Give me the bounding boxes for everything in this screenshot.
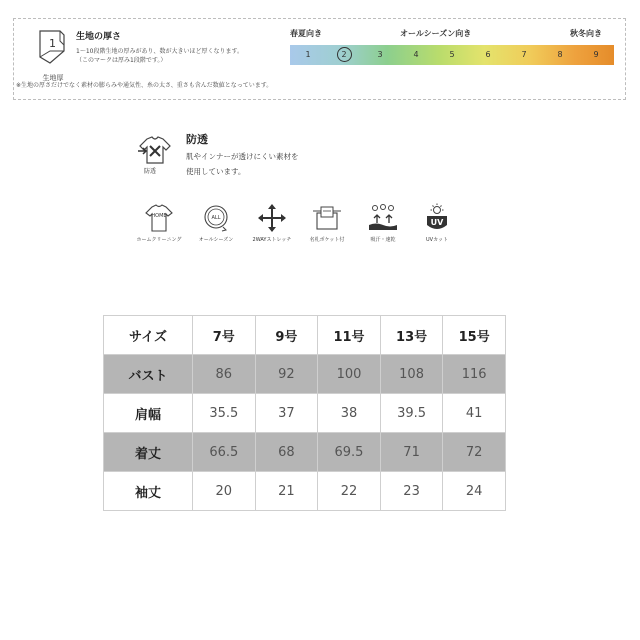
scale-step: 4: [413, 50, 419, 59]
size-table: [103, 315, 506, 511]
table-cell: 38: [318, 394, 381, 433]
anti-see-through-icon-label: 防透: [144, 168, 157, 175]
size-column-header: 15号: [443, 316, 506, 355]
table-cell: 66.5: [193, 433, 256, 472]
size-column-header: 9号: [255, 316, 318, 355]
table-row: [104, 355, 506, 394]
table-cell: 39.5: [380, 394, 443, 433]
feature-label: 名札ポケット付: [309, 237, 345, 243]
table-cell: 37: [255, 394, 318, 433]
svg-text:UV: UV: [430, 218, 444, 227]
table-cell: 23: [380, 472, 443, 511]
row-label: 肩幅: [104, 394, 193, 433]
thickness-title: 生地の厚さ: [76, 32, 122, 42]
thickness-note: ※生地の厚さだけでなく素材の膨らみや通気性、糸の太さ、重さも含んだ数値となっています。: [16, 82, 273, 89]
size-column-header: 7号: [193, 316, 256, 355]
table-cell: 35.5: [193, 394, 256, 433]
table-cell: 72: [443, 433, 506, 472]
table-cell: 69.5: [318, 433, 381, 472]
feature-home-cleaning: [129, 203, 189, 248]
anti-see-through-description-1: 肌やインナーが透けにくい素材を: [186, 152, 299, 161]
scale-step-selected: 2: [326, 45, 362, 65]
feature-all-season: [186, 203, 246, 248]
feature-label: UVカット: [425, 237, 449, 243]
table-cell: 41: [443, 394, 506, 433]
scale-step: 9: [593, 50, 599, 59]
thickness-icon-number: 1: [49, 37, 56, 50]
fabric-thickness-icon: [36, 27, 68, 73]
table-cell: 86: [193, 355, 256, 394]
size-table-header-row: [104, 316, 506, 355]
feature-label: 2WAYストレッチ: [252, 237, 292, 243]
table-cell: 24: [443, 472, 506, 511]
table-row: [104, 433, 506, 472]
scale-step: 7: [521, 50, 527, 59]
name-tag-pocket-icon: [312, 203, 342, 233]
scale-step: 6: [485, 50, 491, 59]
row-label: 袖丈: [104, 472, 193, 511]
thickness-scale: [290, 45, 614, 65]
thickness-description-2: （このマークは厚み1段階です。）: [76, 57, 167, 64]
thickness-icon-label: 生地厚: [42, 74, 64, 82]
season-all-label: オールシーズン向き: [400, 29, 472, 38]
svg-text:ALL: ALL: [211, 215, 221, 221]
feature-sweat-quick-dry: [353, 203, 413, 248]
table-row: [104, 394, 506, 433]
row-label: 着丈: [104, 433, 193, 472]
table-cell: 22: [318, 472, 381, 511]
feature-name-pocket: [297, 203, 357, 248]
anti-see-through-description-2: 使用しています。: [186, 167, 246, 176]
table-cell: 92: [255, 355, 318, 394]
feature-2way-stretch: [242, 203, 302, 248]
two-way-stretch-arrows-icon: [257, 203, 287, 233]
scale-step: 8: [557, 50, 563, 59]
uv-cut-icon: [422, 203, 452, 233]
shirt-see-through-icon: [137, 135, 173, 165]
feature-uv-cut: [407, 203, 467, 248]
thickness-panel: [13, 18, 626, 100]
anti-see-through-title: 防透: [186, 133, 208, 146]
feature-label: オールシーズン: [198, 237, 234, 243]
size-column-header: 11号: [318, 316, 381, 355]
all-season-icon: [201, 203, 231, 233]
table-cell: 100: [318, 355, 381, 394]
sweat-absorb-quick-dry-icon: [368, 203, 398, 233]
size-column-header: 13号: [380, 316, 443, 355]
home-wash-shirt-icon: [144, 203, 174, 233]
table-cell: 108: [380, 355, 443, 394]
scale-step: 1: [305, 50, 311, 59]
season-spring-label: 春夏向き: [290, 29, 322, 38]
scale-step: 5: [449, 50, 455, 59]
table-cell: 21: [255, 472, 318, 511]
scale-step: 3: [377, 50, 383, 59]
table-row: [104, 472, 506, 511]
size-table-corner: サイズ: [104, 316, 193, 355]
table-cell: 20: [193, 472, 256, 511]
table-cell: 71: [380, 433, 443, 472]
feature-label: 吸汗・速乾: [370, 237, 396, 243]
season-autumn-label: 秋冬向き: [570, 29, 602, 38]
table-cell: 116: [443, 355, 506, 394]
thickness-description-1: 1～10段階生地の厚みがあり、数が大きいほど厚くなります。: [76, 48, 243, 55]
feature-label: ホームクリーニング: [136, 237, 182, 243]
row-label: バスト: [104, 355, 193, 394]
table-cell: 68: [255, 433, 318, 472]
svg-text:HOME: HOME: [151, 213, 167, 219]
